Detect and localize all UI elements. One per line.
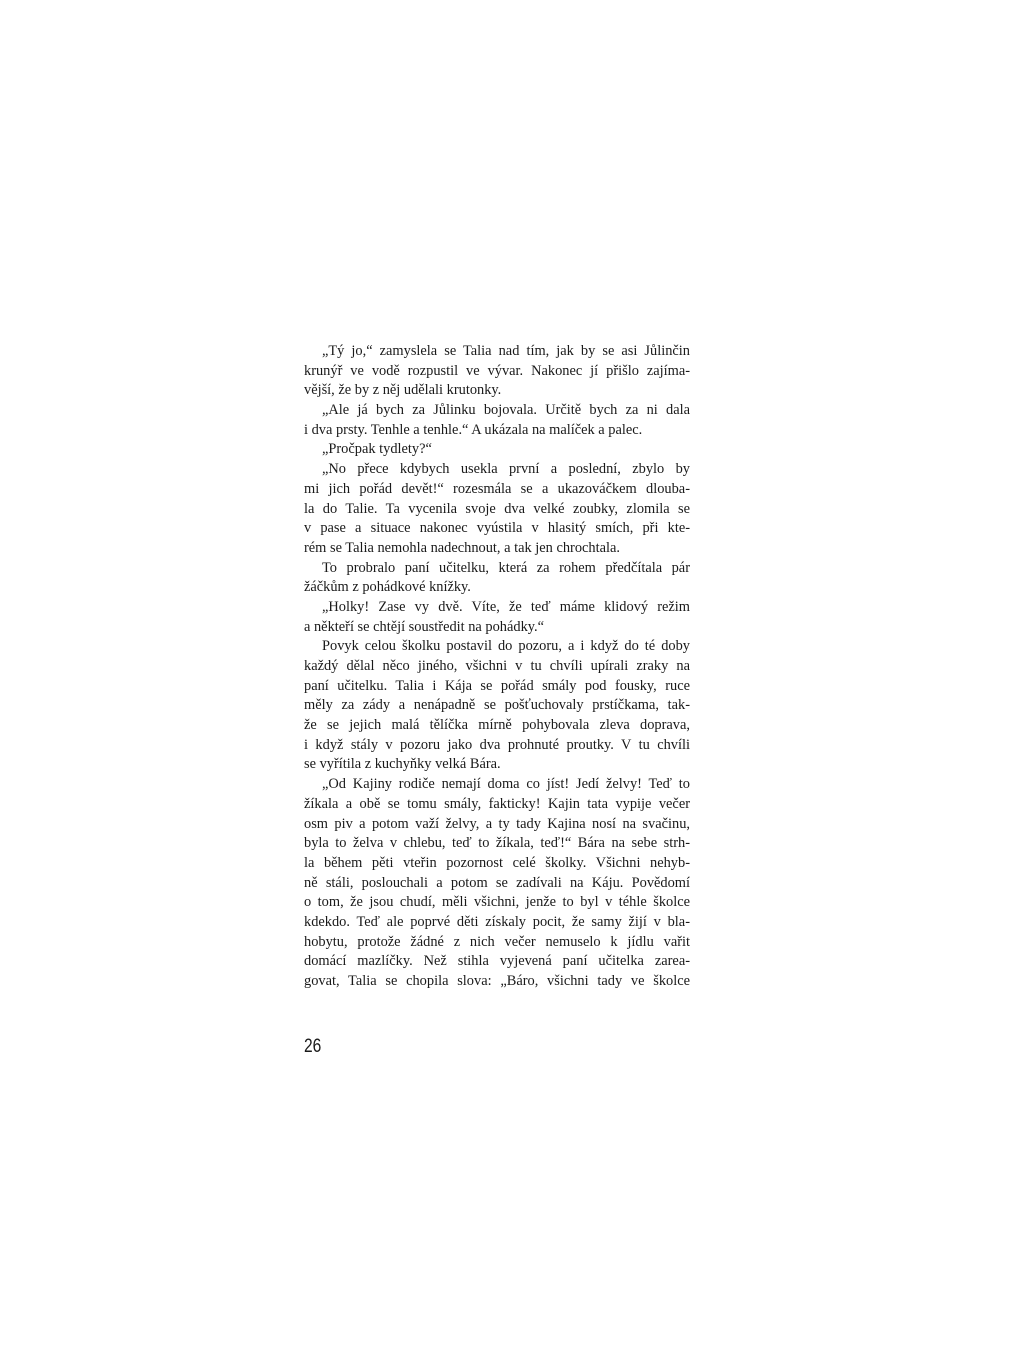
text-line: se vyřítila z kuchyňky velká Bára. [304, 756, 501, 773]
text-line: měly za zády a nenápadně se pošťuchovaly prstíčkama, tak- [304, 697, 690, 714]
text-line: govat, Talia se chopila slova: „Báro, všichni tady ve školce [304, 973, 690, 989]
text-line: byla to želva v chlebu, teď to žíkala, teď!“ Bára na sebe strh- [304, 835, 690, 852]
text-line: Povyk celou školku postavil do pozoru, a i když do té doby [322, 638, 690, 655]
text-line: „Tý jo,“ zamyslela se Talia nad tím, jak by se asi Jůlinčin [322, 343, 690, 359]
text-line: každý dělal něco jiného, všichni v tu chvíli upírali zraky na [304, 658, 690, 674]
text-line: rém se Talia nemohla nadechnout, a tak jen chrochtala. [304, 539, 620, 556]
text-line: ně stáli, poslouchali a potom se zadívali na Káju. Povědomí [304, 874, 690, 891]
text-line: že se jejich malá tělíčka mírně pohybovala zleva doprava, [304, 717, 690, 734]
text-line: „Pročpak tydlety?“ [322, 441, 432, 458]
text-line: „Od Kajiny rodiče nemají doma co jíst! Jedí želvy! Teď to [322, 776, 690, 793]
text-line: v pase a situace nakonec vyústila v hlasitý smích, při kte- [304, 520, 690, 537]
text-line: i když stály v pozoru jako dva prohnuté proutky. V tu chvíli [304, 736, 690, 753]
text-line: krunýř ve vodě rozpustil ve vývar. Nakonec jí přišlo zajíma- [304, 362, 690, 379]
text-line: žíkala a obě se tomu smály, fakticky! Kajin tata vypije večer [304, 795, 690, 812]
page-number: 26 [304, 1036, 322, 1057]
text-line: žáčkům z pohádkové knížky. [304, 579, 471, 596]
text-line: mi jich pořád devět!“ rozesmála se a ukazováčkem dlouba- [304, 480, 690, 497]
text-line: „No přece kdybych usekla první a poslední, zbylo by [322, 461, 690, 478]
body-text [304, 342, 690, 992]
text-line: kdekdo. Teď ale poprvé děti získaly pocit, že samy žijí v bla- [304, 913, 690, 930]
text-line: „Holky! Zase vy dvě. Víte, že teď máme klidový režim [322, 598, 690, 615]
text-line: a někteří se chtějí soustředit na pohádky.“ [304, 618, 545, 635]
text-line: To probralo paní učitelku, která za rohem předčítala pár [322, 559, 690, 576]
text-line: hobytu, protože žádné z nich večer nemuselo k jídlu vařit [304, 933, 690, 950]
text-line: osm piv a potom važí želvy, a ty tady Kajina nosí na svačinu, [304, 815, 690, 832]
text-line: la během pěti vteřin pozornost celé školky. Všichni nehyb- [304, 854, 690, 871]
text-line: o tom, že jsou chudí, měli všichni, jenže to byl v téhle školce [304, 894, 690, 911]
text-line: paní učitelku. Talia i Kája se pořád smály pod fousky, ruce [304, 677, 690, 694]
text-line: i dva prsty. Tenhle a tenhle.“ A ukázala na malíček a palec. [304, 421, 643, 438]
text-line: domácí mazlíčky. Než stihla vyjevená paní učitelka zarea- [304, 953, 690, 970]
text-line: vější, že by z něj udělali krutonky. [304, 382, 502, 399]
text-line: la do Talie. Ta vycenila svoje dva velké zoubky, zlomila se [304, 500, 690, 517]
text-line: „Ale já bych za Jůlinku bojovala. Určitě bych za ni dala [322, 402, 690, 419]
